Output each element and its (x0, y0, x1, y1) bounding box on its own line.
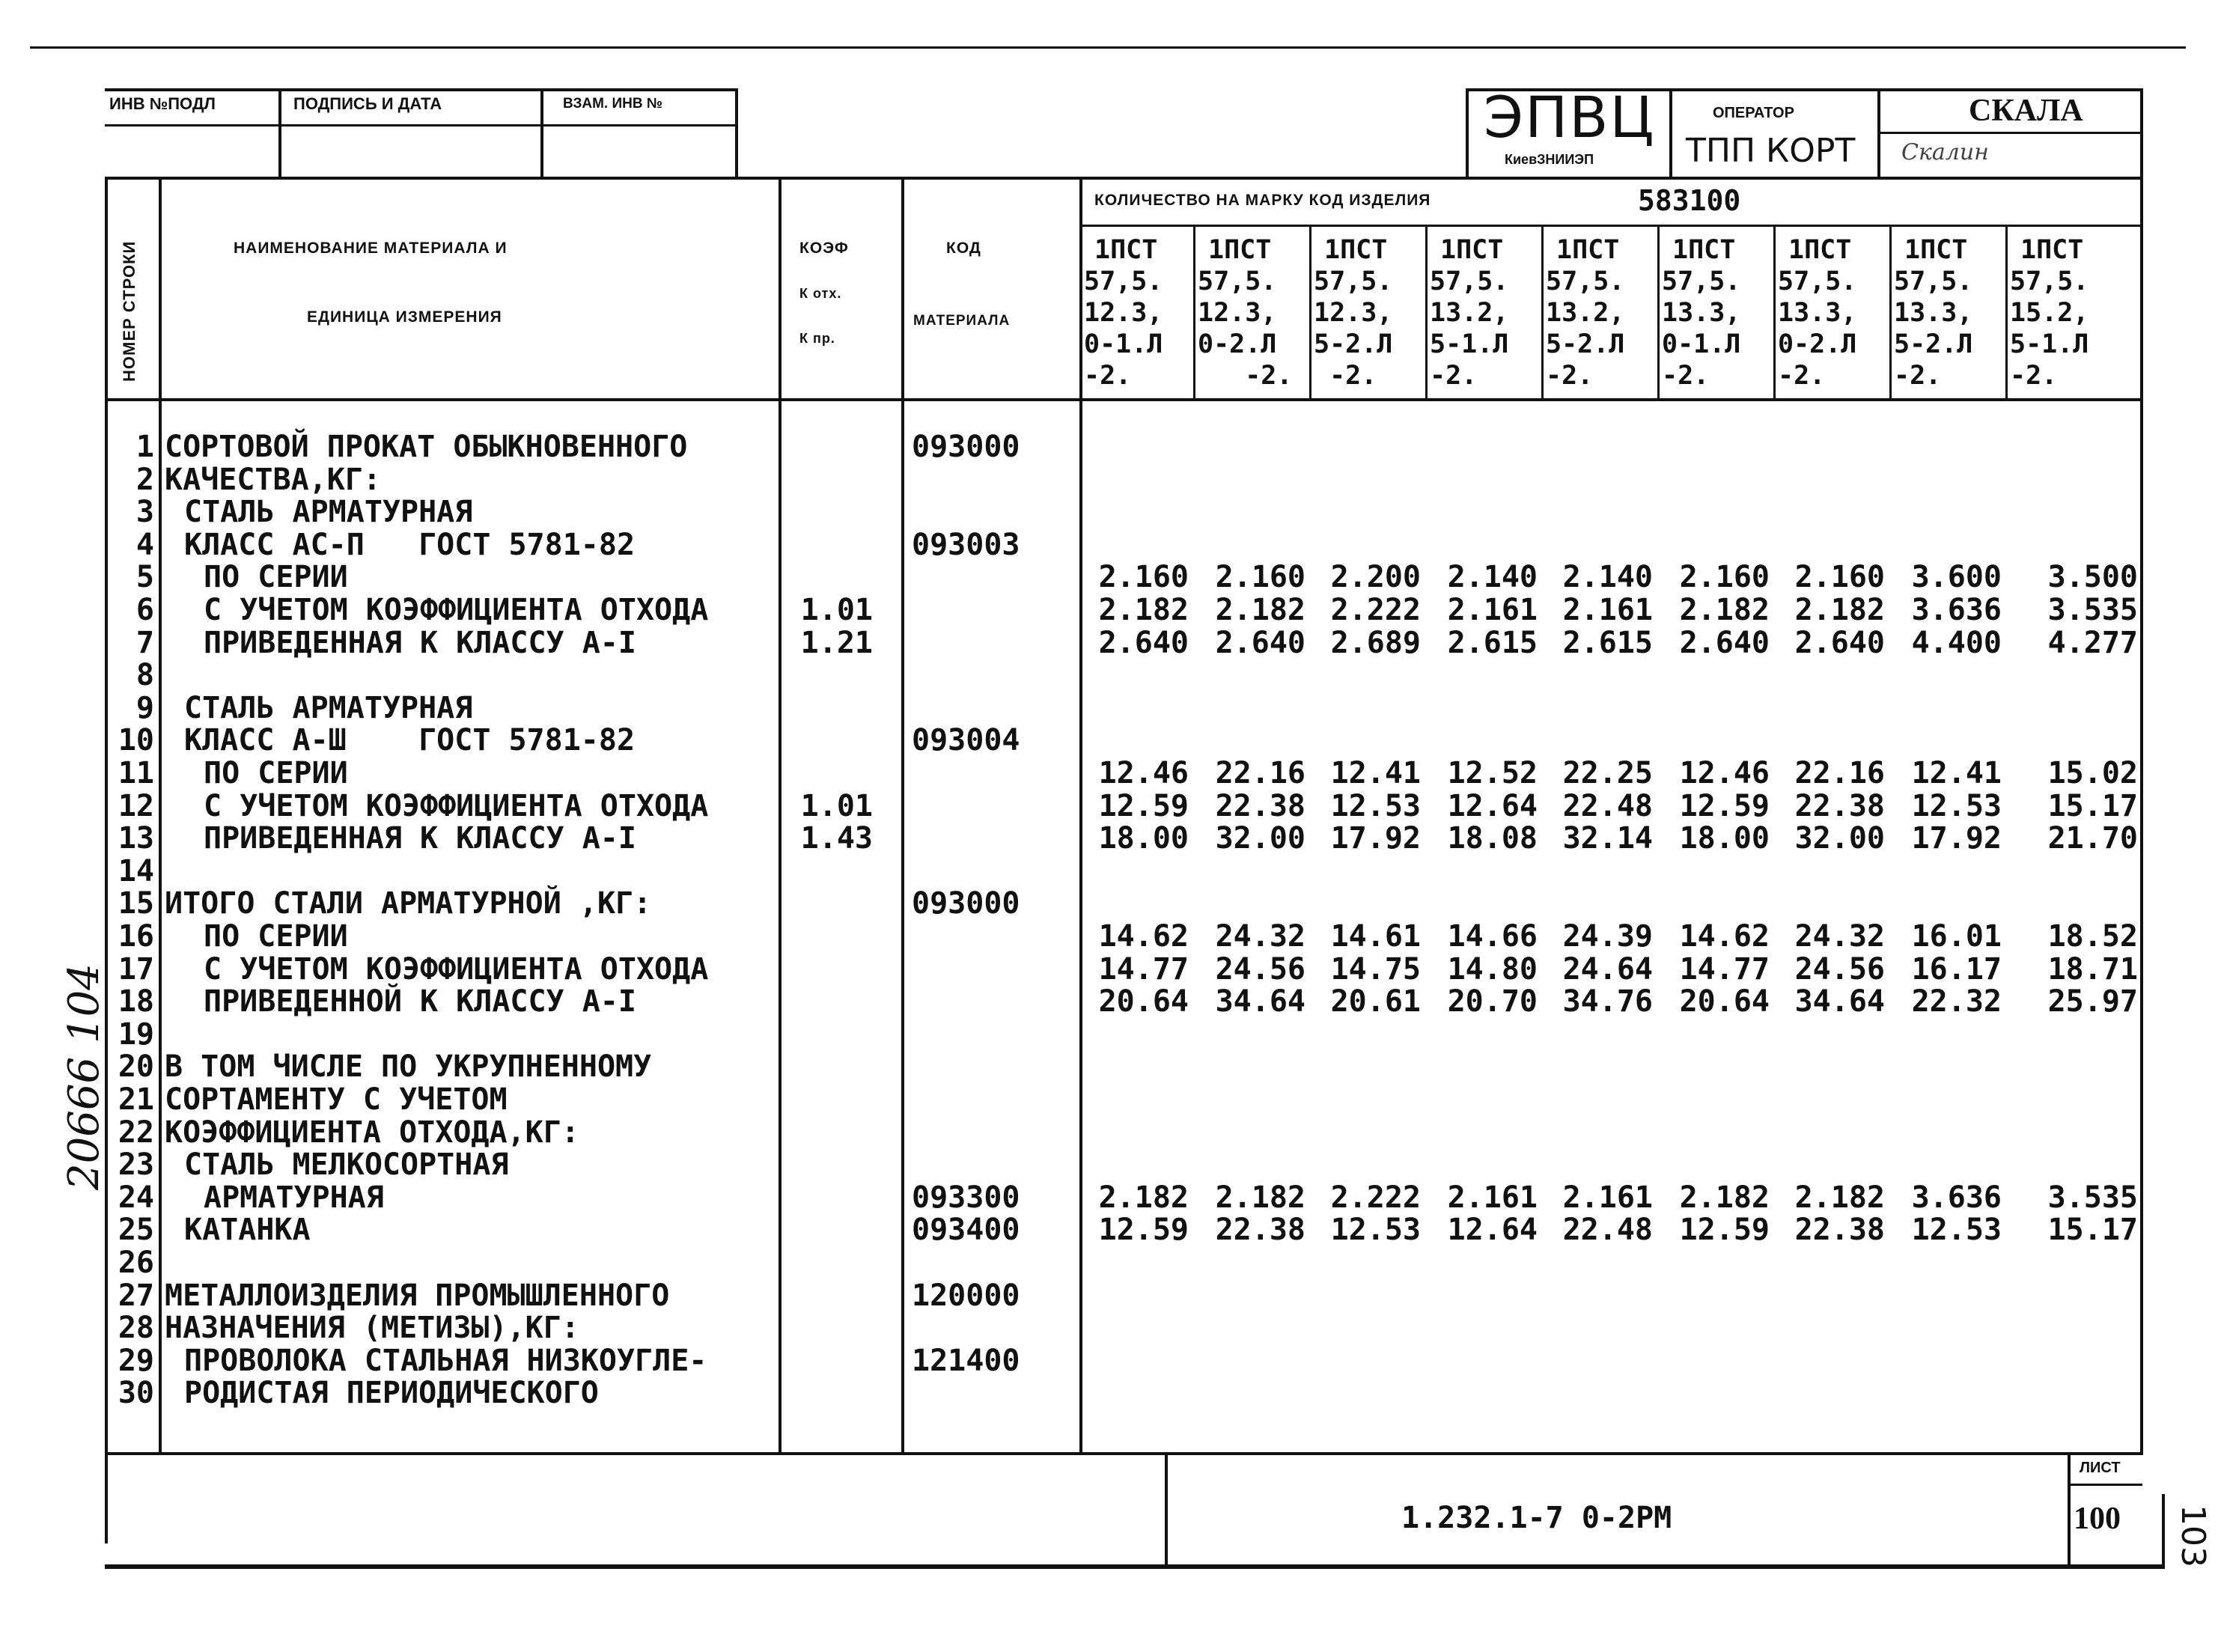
mark-header-line: 5-1.Л (2010, 329, 2089, 359)
sheet-label: ЛИСТ (2080, 1460, 2121, 1476)
row-value: 32.00 (1794, 821, 1885, 856)
mark-header-line: 5-1.Л (1430, 329, 1509, 359)
mark-header-line: 57,5. (1662, 266, 1741, 296)
row-value: 20.64 (1098, 984, 1189, 1019)
row-number: 23 (118, 1147, 154, 1182)
row-value: 2.140 (1562, 560, 1653, 594)
row-value: 15.17 (2047, 1213, 2138, 1247)
mark-header-line: 5-2.Л (1314, 329, 1393, 359)
row-number-header: НОМЕР СТРОКИ (120, 240, 138, 382)
row-value: 2.161 (1562, 593, 1653, 627)
row-number: 25 (118, 1213, 154, 1247)
row-number: 3 (135, 495, 154, 529)
row-value: 3.535 (2047, 1180, 2138, 1215)
row-value: 2.160 (1098, 560, 1189, 594)
row-value: 12.53 (1911, 1213, 2002, 1247)
sheet-number: 100 (2074, 1502, 2121, 1536)
row-value: 12.41 (1330, 756, 1421, 790)
row-value: 2.182 (1215, 593, 1306, 627)
row-name: КЛАСС А-Ш ГОСТ 5781-82 (184, 723, 636, 758)
row-name: ПРИВЕДЕННАЯ К КЛАССУ А-I (204, 626, 636, 660)
mark-header-line: 57,5. (1894, 266, 1973, 296)
row-value: 24.56 (1215, 952, 1306, 987)
row-number: 12 (118, 789, 154, 823)
row-name: СТАЛЬ МЕЛКОСОРТНАЯ (184, 1147, 509, 1182)
row-value: 2.222 (1330, 593, 1421, 627)
mark-header-line: 12.3, (1314, 298, 1393, 328)
row-number: 27 (118, 1278, 154, 1313)
row-value: 2.615 (1562, 626, 1653, 660)
qty-header: КОЛИЧЕСТВО НА МАРКУ КОД ИЗДЕЛИЯ (1094, 192, 1431, 209)
row-value: 2.640 (1794, 626, 1885, 660)
signature: Скалин (1901, 139, 1989, 165)
row-code: 093300 (912, 1180, 1020, 1215)
row-number: 4 (135, 528, 154, 562)
mark-header-line: 5-2.Л (1546, 329, 1625, 359)
row-value: 34.64 (1215, 984, 1306, 1019)
row-value: 22.16 (1794, 756, 1885, 790)
row-value: 14.75 (1330, 952, 1421, 987)
top-rule (30, 46, 2186, 49)
mark-header-line: 1ПСТ (1672, 235, 1736, 265)
row-name: СТАЛЬ АРМАТУРНАЯ (184, 495, 473, 529)
row-number: 17 (118, 952, 154, 987)
row-value: 2.640 (1098, 626, 1189, 660)
mark-header-line: -2. (2010, 361, 2058, 391)
mark-header-line: -2. (1546, 361, 1594, 391)
mark-header-line: 0-2.Л (1198, 329, 1277, 359)
row-code: 121400 (912, 1344, 1020, 1378)
row-value: 14.80 (1447, 952, 1538, 987)
row-value: 2.689 (1330, 626, 1421, 660)
document-code: 1.232.1-7 0-2РМ (1401, 1501, 1672, 1535)
row-value: 16.01 (1911, 919, 2002, 954)
row-number: 13 (118, 821, 154, 856)
mark-header-line: 0-2.Л (1778, 329, 1857, 359)
row-value: 20.70 (1447, 984, 1538, 1019)
row-name: РОДИСТАЯ ПЕРИОДИЧЕСКОГО (184, 1376, 599, 1410)
row-value: 3.600 (1911, 560, 2002, 594)
row-name: СТАЛЬ АРМАТУРНАЯ (184, 691, 473, 725)
operator-value: ТПП КОРТ (1686, 132, 1856, 170)
row-name: НАЗНАЧЕНИЯ (МЕТИЗЫ),КГ: (165, 1311, 579, 1345)
row-name: АРМАТУРНАЯ (204, 1180, 384, 1215)
row-value: 17.92 (1330, 821, 1421, 856)
mark-header-line: 0-1.Л (1662, 329, 1741, 359)
row-koef: 1.21 (800, 626, 873, 660)
mark-header-line: -2. (1198, 361, 1293, 391)
system-name: СКАЛА (1969, 94, 2083, 128)
mark-header-line: 13.2, (1430, 298, 1509, 328)
row-value: 22.48 (1562, 1213, 1653, 1247)
product-code: 583100 (1638, 184, 1741, 217)
mark-header-line: -2. (1314, 361, 1377, 391)
mark-header-line: 13.2, (1546, 298, 1625, 328)
row-value: 22.38 (1794, 1213, 1885, 1247)
row-number: 26 (118, 1246, 154, 1280)
row-value: 24.32 (1215, 919, 1306, 954)
row-value: 12.41 (1911, 756, 2002, 790)
row-value: 16.17 (1911, 952, 2002, 987)
mark-header-line: 57,5. (1546, 266, 1625, 296)
mark-header-line: 1ПСТ (1094, 235, 1158, 265)
row-koef: 1.43 (800, 821, 873, 856)
row-number: 22 (118, 1115, 154, 1150)
row-value: 12.64 (1447, 789, 1538, 823)
row-number: 29 (118, 1344, 154, 1378)
row-value: 12.53 (1330, 789, 1421, 823)
row-value: 12.64 (1447, 1213, 1538, 1247)
row-value: 2.161 (1562, 1180, 1653, 1215)
page-side-number: 103 (2174, 1505, 2212, 1567)
row-value: 18.71 (2047, 952, 2138, 987)
row-number: 10 (118, 723, 154, 758)
row-value: 18.00 (1679, 821, 1770, 856)
name-header-line1: НАИМЕНОВАНИЕ МАТЕРИАЛА И (234, 240, 508, 257)
koef-header-2: К отх. (799, 286, 842, 301)
inv-podl-label: ИНВ №ПОДЛ (109, 94, 216, 113)
mark-header-line: 1ПСТ (1208, 235, 1272, 265)
row-value: 3.500 (2047, 560, 2138, 594)
row-value: 2.161 (1447, 1180, 1538, 1215)
mark-header-line: 57,5. (1430, 266, 1509, 296)
row-number: 16 (118, 919, 154, 954)
row-code: 120000 (912, 1278, 1020, 1313)
row-value: 12.59 (1098, 789, 1189, 823)
row-value: 22.38 (1794, 789, 1885, 823)
row-name: КАЧЕСТВА,КГ: (165, 463, 381, 497)
mark-header-line: 1ПСТ (1324, 235, 1388, 265)
mark-header-line: 12.3, (1198, 298, 1277, 328)
row-value: 12.59 (1679, 789, 1770, 823)
row-name: ПО СЕРИИ (204, 560, 348, 594)
operator-label: ОПЕРАТОР (1713, 105, 1794, 121)
row-name: КАТАНКА (184, 1213, 311, 1247)
row-value: 22.38 (1215, 789, 1306, 823)
koef-header-3: К пр. (799, 331, 835, 346)
row-number: 15 (118, 886, 154, 921)
row-number: 6 (135, 593, 154, 627)
row-value: 22.32 (1911, 984, 2002, 1019)
row-value: 24.39 (1562, 919, 1653, 954)
row-name: СОРТОВОЙ ПРОКАТ ОБЫКНОВЕННОГО (165, 430, 688, 464)
row-value: 3.636 (1911, 593, 2002, 627)
row-number: 1 (135, 430, 154, 464)
row-value: 2.615 (1447, 626, 1538, 660)
row-code: 093004 (912, 723, 1020, 758)
row-name: МЕТАЛЛОИЗДЕЛИЯ ПРОМЫШЛЕННОГО (165, 1278, 670, 1313)
row-value: 25.97 (2047, 984, 2138, 1019)
koef-header-1: КОЭФ (799, 240, 849, 257)
row-value: 2.182 (1215, 1180, 1306, 1215)
row-number: 11 (118, 756, 154, 790)
mark-header-line: -2. (1084, 361, 1132, 391)
row-value: 12.59 (1679, 1213, 1770, 1247)
row-value: 2.200 (1330, 560, 1421, 594)
row-value: 18.00 (1098, 821, 1189, 856)
row-value: 15.02 (2047, 756, 2138, 790)
row-value: 14.66 (1447, 919, 1538, 954)
row-name: КОЭФФИЦИЕНТА ОТХОДА,КГ: (165, 1115, 579, 1150)
row-value: 2.140 (1447, 560, 1538, 594)
row-name: СОРТАМЕНТУ С УЧЕТОМ (165, 1082, 508, 1117)
mark-header-line: 57,5. (1084, 266, 1163, 296)
row-number: 20 (118, 1049, 154, 1084)
code-header-2: МАТЕРИАЛА (913, 313, 1011, 329)
mark-header-line: 57,5. (1314, 266, 1393, 296)
row-value: 34.64 (1794, 984, 1885, 1019)
row-name: С УЧЕТОМ КОЭФФИЦИЕНТА ОТХОДА (204, 952, 709, 987)
row-name: С УЧЕТОМ КОЭФФИЦИЕНТА ОТХОДА (204, 593, 709, 627)
row-number: 21 (118, 1082, 154, 1117)
row-value: 2.182 (1098, 593, 1189, 627)
row-number: 18 (118, 984, 154, 1019)
row-value: 4.277 (2047, 626, 2138, 660)
row-name: В ТОМ ЧИСЛЕ ПО УКРУПНЕННОМУ (165, 1049, 652, 1084)
mark-header-line: 15.2, (2010, 298, 2089, 328)
row-value: 12.46 (1098, 756, 1189, 790)
row-value: 20.64 (1679, 984, 1770, 1019)
row-value: 34.76 (1562, 984, 1653, 1019)
row-value: 22.25 (1562, 756, 1653, 790)
row-value: 12.53 (1330, 1213, 1421, 1247)
row-value: 2.182 (1679, 1180, 1770, 1215)
mark-header-line: 13.3, (1778, 298, 1857, 328)
mark-header-line: 1ПСТ (1904, 235, 1968, 265)
org-name: ЭПВЦ (1484, 84, 1656, 150)
row-value: 12.59 (1098, 1213, 1189, 1247)
row-value: 18.08 (1447, 821, 1538, 856)
row-value: 32.14 (1562, 821, 1653, 856)
row-number: 5 (135, 560, 154, 594)
row-value: 2.640 (1215, 626, 1306, 660)
row-value: 22.38 (1215, 1213, 1306, 1247)
mark-header-line: 13.3, (1894, 298, 1973, 328)
row-value: 2.640 (1679, 626, 1770, 660)
row-value: 2.182 (1098, 1180, 1189, 1215)
row-value: 22.16 (1215, 756, 1306, 790)
row-number: 28 (118, 1311, 154, 1345)
row-name: ПРИВЕДЕННАЯ К КЛАССУ А-I (204, 821, 636, 856)
mark-header-line: 1ПСТ (2020, 235, 2084, 265)
mark-header-line: 1ПСТ (1788, 235, 1852, 265)
row-number: 14 (118, 854, 154, 889)
row-value: 24.64 (1562, 952, 1653, 987)
row-code: 093400 (912, 1213, 1020, 1247)
row-number: 30 (118, 1376, 154, 1410)
row-number: 2 (135, 463, 154, 497)
name-header-line2: ЕДИНИЦА ИЗМЕРЕНИЯ (307, 308, 502, 326)
row-name: ИТОГО СТАЛИ АРМАТУРНОЙ ,КГ: (165, 886, 652, 921)
row-name: ПО СЕРИИ (204, 756, 348, 790)
row-value: 14.61 (1330, 919, 1421, 954)
org-subtitle: КиевЗНИИЭП (1505, 152, 1594, 167)
row-value: 32.00 (1215, 821, 1306, 856)
mark-header-line: 5-2.Л (1894, 329, 1973, 359)
row-value: 14.62 (1098, 919, 1189, 954)
row-value: 24.56 (1794, 952, 1885, 987)
row-value: 3.535 (2047, 593, 2138, 627)
row-value: 14.77 (1098, 952, 1189, 987)
row-name: ПО СЕРИИ (204, 919, 348, 954)
row-value: 18.52 (2047, 919, 2138, 954)
row-name: ПРИВЕДЕННОЙ К КЛАССУ А-I (204, 984, 636, 1019)
row-number: 9 (135, 691, 154, 725)
mark-header-line: -2. (1894, 361, 1942, 391)
row-value: 20.61 (1330, 984, 1421, 1019)
row-name: ПРОВОЛОКА СТАЛЬНАЯ НИЗКОУГЛЕ- (184, 1344, 707, 1378)
row-name: КЛАСС АС-П ГОСТ 5781-82 (184, 528, 636, 562)
row-koef: 1.01 (800, 593, 873, 627)
mark-header-line: -2. (1662, 361, 1710, 391)
mark-header-line: 57,5. (1778, 266, 1857, 296)
row-value: 2.182 (1794, 1180, 1885, 1215)
row-number: 8 (135, 658, 154, 692)
row-value: 4.400 (1911, 626, 2002, 660)
code-header-1: КОД (946, 240, 981, 257)
mark-header-line: -2. (1778, 361, 1826, 391)
row-value: 24.32 (1794, 919, 1885, 954)
podpis-label: ПОДПИСЬ И ДАТА (293, 94, 442, 113)
row-value: 2.161 (1447, 593, 1538, 627)
row-value: 17.92 (1911, 821, 2002, 856)
row-value: 2.182 (1794, 593, 1885, 627)
row-number: 24 (118, 1180, 154, 1215)
row-code: 093000 (912, 886, 1020, 921)
row-value: 2.222 (1330, 1180, 1421, 1215)
row-value: 2.182 (1679, 593, 1770, 627)
mark-header-line: 12.3, (1084, 298, 1163, 328)
row-koef: 1.01 (800, 789, 873, 823)
mark-header-line: 0-1.Л (1084, 329, 1163, 359)
mark-header-line: 1ПСТ (1556, 235, 1620, 265)
vzam-label: ВЗАМ. ИНВ № (563, 96, 663, 112)
row-value: 12.53 (1911, 789, 2002, 823)
row-value: 2.160 (1794, 560, 1885, 594)
row-number: 19 (118, 1017, 154, 1052)
row-code: 093000 (912, 430, 1020, 464)
row-value: 12.46 (1679, 756, 1770, 790)
row-name: С УЧЕТОМ КОЭФФИЦИЕНТА ОТХОДА (204, 789, 709, 823)
mark-header-line: 1ПСТ (1440, 235, 1504, 265)
mark-header-line: -2. (1430, 361, 1478, 391)
row-value: 3.636 (1911, 1180, 2002, 1215)
row-code: 093003 (912, 528, 1020, 562)
mark-header-line: 13.3, (1662, 298, 1741, 328)
row-value: 15.17 (2047, 789, 2138, 823)
mark-header-line: 57,5. (2010, 266, 2089, 296)
handwritten-note: 20666 104 (60, 963, 109, 1190)
row-value: 14.62 (1679, 919, 1770, 954)
mark-header-line: 57,5. (1198, 266, 1277, 296)
row-value: 14.77 (1679, 952, 1770, 987)
row-number: 7 (135, 626, 154, 660)
row-value: 2.160 (1679, 560, 1770, 594)
row-value: 2.160 (1215, 560, 1306, 594)
row-value: 21.70 (2047, 821, 2138, 856)
row-value: 22.48 (1562, 789, 1653, 823)
row-value: 12.52 (1447, 756, 1538, 790)
